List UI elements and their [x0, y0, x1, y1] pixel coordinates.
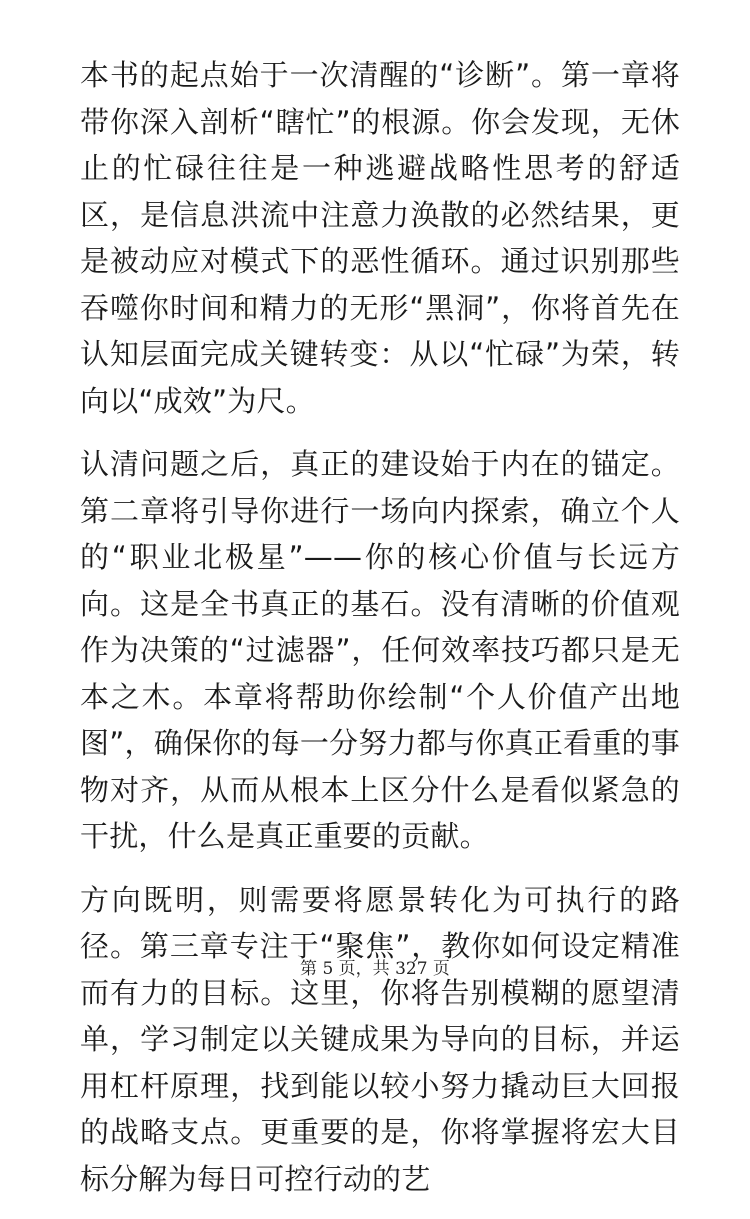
paragraph-2: 认清问题之后，真正的建设始于内在的锚定。第二章将引导你进行一场向内探索，确立个人的“职业北极星”——你的核心价值与长远方向。这是全书真正的基石。没有清晰的价值观作为决策的“过滤器”，任何效率技巧都只是无本之木。本章将帮助你绘制“个人价值产出地图”，确保你的每一分努力都与你真正看重的事物对齐，从而从根本上区分什么是看似紧急的干扰，什么是真正重要的贡献。: [80, 447, 680, 853]
paragraph-1: 本书的起点始于一次清醒的“诊断”。第一章将带你深入剖析“瞎忙”的根源。你会发现，无休止的忙碌往往是一种逃避战略性思考的舒适区，是信息洪流中注意力涣散的必然结果，更是被动应对模式下的恶性循环。通过识别那些吞噬你时间和精力的无形“黑洞”，你将首先在认知层面完成关键转变：从以“忙碌”为荣，转向以“成效”为尺。: [80, 58, 680, 418]
page-number-label: 第 5 页，共 327 页: [300, 959, 450, 979]
page-footer: [0, 957, 750, 981]
body-text: [80, 52, 680, 1219]
paragraph-3: 方向既明，则需要将愿景转化为可执行的路径。第三章专注于“聚焦”，教你如何设定精准而有力的目标。这里，你将告别模糊的愿望清单，学习制定以关键成果为导向的目标，并运用杠杆原理，找到能以较小努力撬动巨大回报的战略支点。更重要的是，你将掌握将宏大目标分解为每日可控行动的艺: [80, 882, 680, 1196]
